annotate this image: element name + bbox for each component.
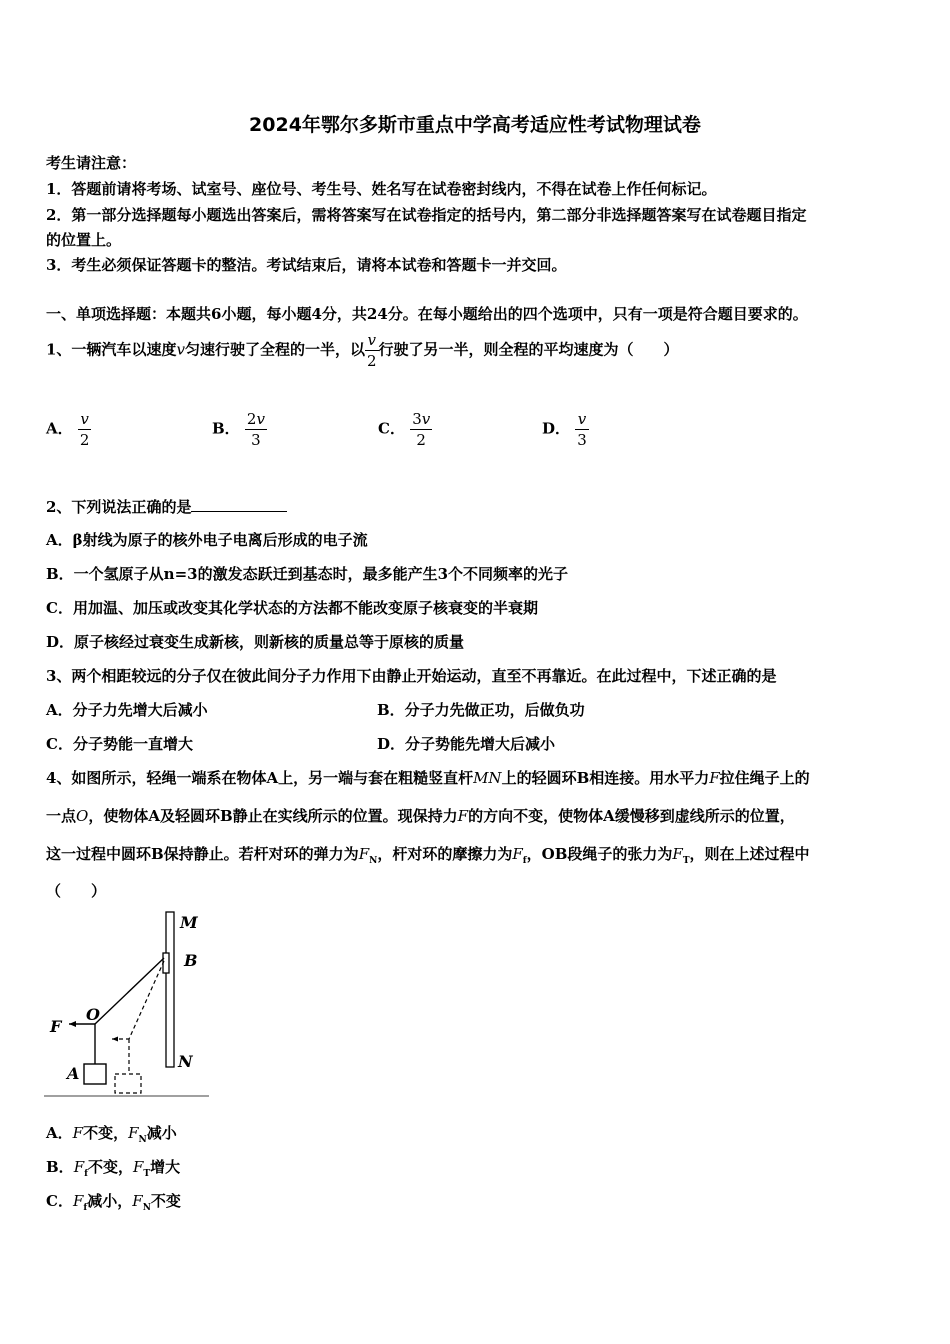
- q2-option-d[interactable]: D．原子核经过衰变生成新核，则新核的质量总等于原核的质量: [46, 633, 465, 651]
- q1-option-b[interactable]: B． $\frac{2v}{3}$: [212, 410, 265, 449]
- q3-option-d[interactable]: D．分子势能先增大后减小: [377, 735, 556, 753]
- question-4-line-1: 4、如图所示，轻绳一端系在物体A上，另一端与套在粗糙竖直杆MN上的轻圆环B相连接。用水平力F拉住绳子上的: [46, 769, 810, 787]
- label-b: B: [184, 951, 198, 970]
- rope-dashed-ob: [129, 961, 164, 1039]
- q3-option-a[interactable]: A．分子力先增大后减小: [46, 701, 208, 719]
- q2-option-b[interactable]: B．一个氢原子从n=3的激发态跃迁到基态时，最多能产生3个不同频率的光子: [46, 565, 569, 583]
- q4-option-a[interactable]: A．F不变，$F_N$减小: [46, 1124, 177, 1145]
- force-arrow-head: [69, 1021, 76, 1027]
- label-f: F: [50, 1017, 62, 1036]
- question-4-line-3: 这一过程中圆环B保持静止。若杆对环的弹力为$F_N$，杆对环的摩擦力为$F_f$，OB段绳子的张力为$F_T$，则在上述过程中: [46, 845, 810, 866]
- label-m: M: [180, 913, 198, 932]
- body-a-dashed: [115, 1074, 141, 1093]
- q3-option-b[interactable]: B．分子力先做正功，后做负功: [377, 701, 585, 719]
- q4-option-b[interactable]: B．$F_f$不变，$F_T$增大: [46, 1158, 181, 1179]
- question-3-stem: 3、两个相距较远的分子仅在彼此间分子力作用下由静止开始运动，直至不再靠近。在此过程中，下述正确的是: [46, 667, 777, 685]
- question-4-line-2: 一点O，使物体A及轻圆环B静止在实线所示的位置。现保持力F的方向不变，使物体A缓慢移到虚线所示的位置，: [46, 807, 795, 825]
- label-o: O: [86, 1005, 100, 1024]
- q1-option-d[interactable]: D． $\frac{v}{3}$: [542, 410, 587, 449]
- q1-option-a[interactable]: A． $\frac{v}{2}$: [46, 410, 90, 449]
- body-a: [84, 1064, 106, 1084]
- notice-item-2: 2．第一部分选择题每小题选出答案后，需将答案写在试卷指定的括号内，第二部分非选择题答案写在试卷题目指定: [46, 206, 807, 224]
- notice-heading: 考生请注意：: [46, 154, 137, 172]
- section-heading: 一、单项选择题：本题共6小题，每小题4分，共24分。在每小题给出的四个选项中，只有一项是符合题目要求的。: [46, 305, 808, 323]
- question-1-stem: 1、一辆汽车以速度v匀速行驶了全程的一半，以 $\frac{v}{2}$ 行驶了另一半，则全程的平均速度为（ ）: [46, 331, 679, 370]
- q3-option-c[interactable]: C．分子势能一直增大: [46, 735, 193, 753]
- rope-solid-ob: [95, 958, 164, 1024]
- q4-option-c[interactable]: C．$F_f$减小，$F_N$不变: [46, 1192, 181, 1213]
- label-n: N: [178, 1052, 193, 1071]
- notice-item-2-cont: 的位置上。: [46, 231, 122, 249]
- q2-option-a[interactable]: A．β射线为原子的核外电子电离后形成的电子流: [46, 531, 368, 549]
- question-4-line-4: （ ）: [46, 882, 107, 900]
- fraction-v-over-2: $\frac{v}{2}$: [366, 331, 377, 370]
- notice-item-3: 3．考生必须保证答题卡的整洁。考试结束后，请将本试卷和答题卡一并交回。: [46, 256, 567, 274]
- force-dashed-arrow-head: [112, 1037, 118, 1042]
- rod-mn: [166, 912, 174, 1067]
- q1-option-c[interactable]: C． $\frac{3v}{2}$: [378, 410, 431, 449]
- q2-option-c[interactable]: C．用加温、加压或改变其化学状态的方法都不能改变原子核衰变的半衰期: [46, 599, 538, 617]
- question-2-stem: 2、下列说法正确的是: [46, 496, 287, 517]
- notice-item-1: 1．答题前请将考场、试室号、座位号、考生号、姓名写在试卷密封线内，不得在试卷上作任何标记。: [46, 180, 717, 198]
- page-title: 2024年鄂尔多斯市重点中学高考适应性考试物理试卷: [249, 114, 701, 136]
- rod-ring-figure: [44, 906, 214, 1102]
- label-a: A: [67, 1064, 80, 1083]
- answer-blank: [191, 497, 287, 512]
- ring-b: [163, 953, 169, 973]
